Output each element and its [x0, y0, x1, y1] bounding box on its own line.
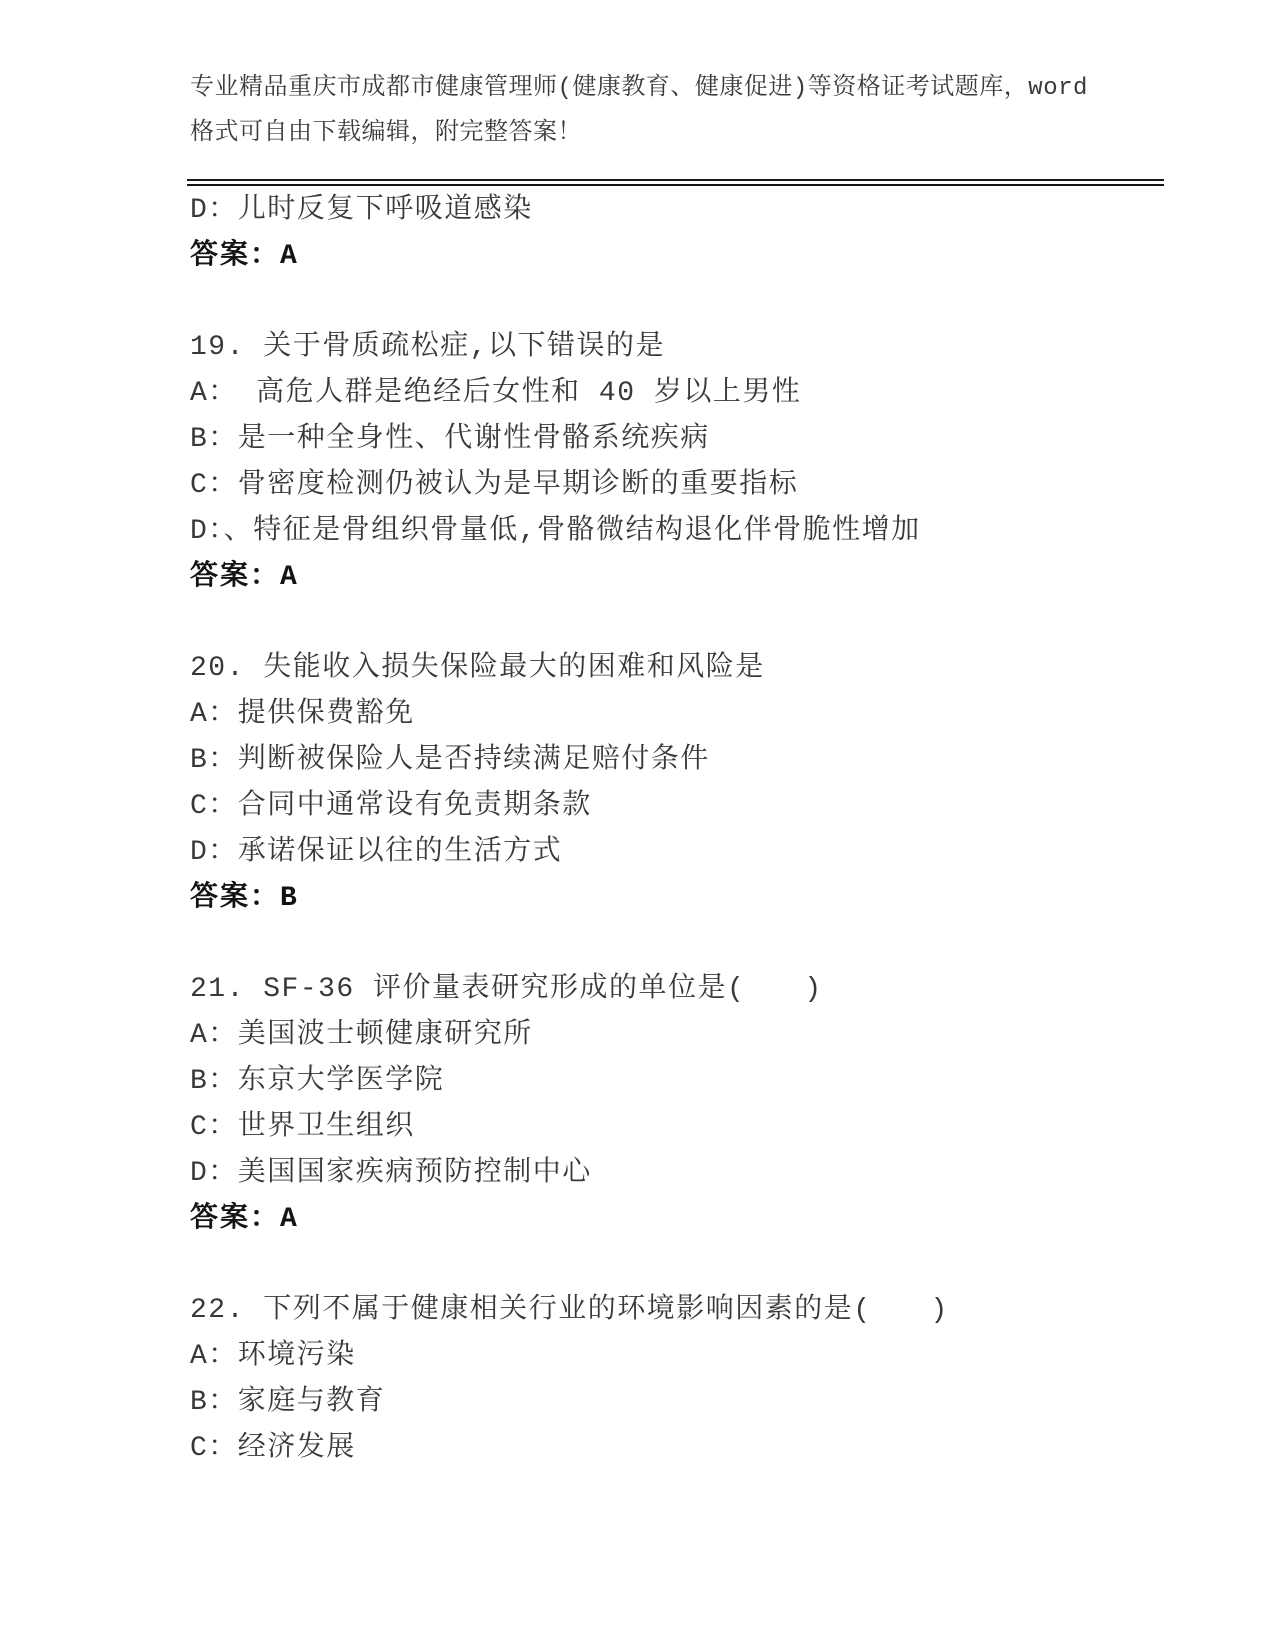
- option-line: D：儿时反复下呼吸道感染: [190, 195, 533, 226]
- option-line: A：提供保费豁免: [190, 699, 415, 730]
- answer-line: 答案：A: [190, 1204, 299, 1235]
- option-line: B：判断被保险人是否持续满足赔付条件: [190, 745, 710, 776]
- question-line: 19. 关于骨质疏松症,以下错误的是: [190, 332, 666, 363]
- header-text-line2: 格式可自由下载编辑，附完整答案！: [190, 120, 582, 147]
- option-line: D：美国国家疾病预防控制中心: [190, 1158, 592, 1189]
- document-body: [190, 188, 1190, 1472]
- option-line: D：、特征是骨组织骨量低,骨骼微结构退化伴骨脆性增加: [190, 516, 921, 547]
- header-divider-line: [187, 179, 1164, 186]
- question-line: 21. SF-36 评价量表研究形成的单位是( ): [190, 974, 823, 1005]
- option-line: A：美国波士顿健康研究所: [190, 1020, 533, 1051]
- answer-line: 答案：B: [190, 883, 299, 914]
- question-line: 20. 失能收入损失保险最大的困难和风险是: [190, 653, 765, 684]
- question-line: 22. 下列不属于健康相关行业的环境影响因素的是( ): [190, 1295, 949, 1326]
- option-line: C：世界卫生组织: [190, 1112, 415, 1143]
- option-line: B：家庭与教育: [190, 1387, 386, 1418]
- option-line: C：骨密度检测仍被认为是早期诊断的重要指标: [190, 470, 799, 501]
- option-line: A： 高危人群是绝经后女性和 40 岁以上男性: [190, 378, 802, 409]
- option-line: D：承诺保证以往的生活方式: [190, 837, 563, 868]
- option-line: B：是一种全身性、代谢性骨骼系统疾病: [190, 424, 710, 455]
- answer-line: 答案：A: [190, 241, 299, 272]
- option-line: C：合同中通常设有免责期条款: [190, 791, 592, 822]
- page-header: [190, 66, 1130, 156]
- header-text-line1: 专业精品重庆市成都市健康管理师(健康教育、健康促进)等资格证考试题库，word: [190, 75, 1088, 102]
- option-line: A：环境污染: [190, 1341, 356, 1372]
- option-line: B：东京大学医学院: [190, 1066, 445, 1097]
- answer-line: 答案：A: [190, 562, 299, 593]
- option-line: C：经济发展: [190, 1433, 356, 1464]
